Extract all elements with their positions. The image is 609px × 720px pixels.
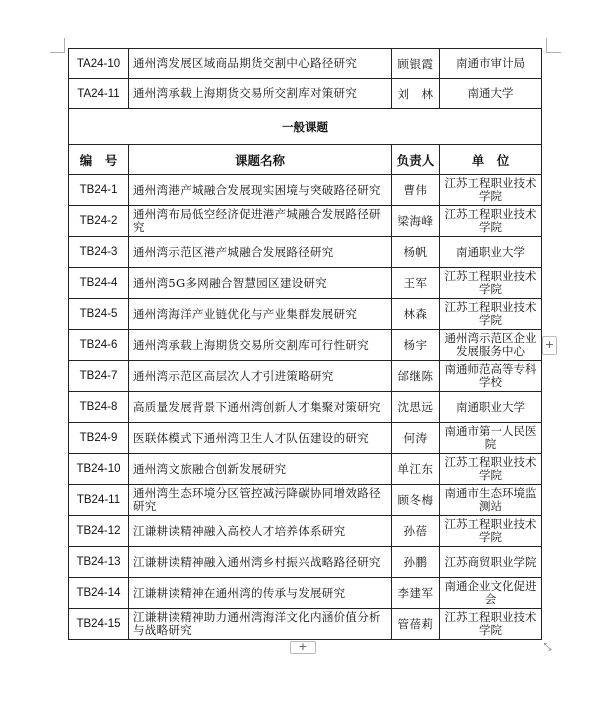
- table-row: [69, 485, 542, 516]
- table-row: [69, 330, 542, 361]
- project-leader: 曹伟: [392, 175, 440, 206]
- resize-handle-icon[interactable]: ⤡: [543, 642, 552, 653]
- project-title: 通州湾示范区港产城融合发展路径研究: [129, 237, 392, 268]
- section-title: 一般课题: [69, 109, 542, 145]
- project-title: 通州湾发展区域商品期货交割中心路径研究: [129, 49, 392, 79]
- project-unit: 江苏商贸职业学院: [440, 547, 542, 578]
- project-code: TB24-5: [69, 299, 129, 330]
- project-code: TB24-8: [69, 392, 129, 423]
- project-code: TB24-1: [69, 175, 129, 206]
- add-row-button[interactable]: +: [290, 641, 316, 654]
- table-row: [69, 175, 542, 206]
- project-title: 通州湾承载上海期货交易所交割库对策研究: [129, 79, 392, 109]
- project-leader: 孙鹏: [392, 547, 440, 578]
- project-code: TB24-11: [69, 485, 129, 516]
- project-code: TB24-7: [69, 361, 129, 392]
- project-title: 通州湾港产城融合发展现实困境与突破路径研究: [129, 175, 392, 206]
- page-corner-mark: [50, 38, 65, 53]
- project-leader: 顾银霞: [392, 49, 440, 79]
- table-row: [69, 49, 542, 79]
- project-title: 通州湾海洋产业链优化与产业集群发展研究: [129, 299, 392, 330]
- table-row: [69, 299, 542, 330]
- table-row: [69, 609, 542, 640]
- table-row: [69, 268, 542, 299]
- project-leader: 李建军: [392, 578, 440, 609]
- table-row: [69, 79, 542, 109]
- project-table: [68, 48, 542, 640]
- project-unit: 南通职业大学: [440, 237, 542, 268]
- table-row: [69, 206, 542, 237]
- project-leader: 孙蓓: [392, 516, 440, 547]
- project-code: TB24-10: [69, 454, 129, 485]
- project-unit: 南通市第一人民医院: [440, 423, 542, 454]
- project-leader: 刘 林: [392, 79, 440, 109]
- project-code: TA24-11: [69, 79, 129, 109]
- project-title: 医联体模式下通州湾卫生人才队伍建设的研究: [129, 423, 392, 454]
- project-unit: 江苏工程职业技术学院: [440, 175, 542, 206]
- project-code: TB24-6: [69, 330, 129, 361]
- project-title: 通州湾示范区高层次人才引进策略研究: [129, 361, 392, 392]
- project-unit: 南通市生态环境监测站: [440, 485, 542, 516]
- project-unit: 江苏工程职业技术学院: [440, 268, 542, 299]
- key-projects-tail: [69, 49, 542, 109]
- project-code: TB24-3: [69, 237, 129, 268]
- project-unit: 江苏工程职业技术学院: [440, 516, 542, 547]
- header-leader: 负责人: [392, 145, 440, 175]
- project-unit: 通州湾示范区企业发展服务中心: [440, 330, 542, 361]
- project-leader: 单江东: [392, 454, 440, 485]
- project-code: TB24-15: [69, 609, 129, 640]
- project-code: TA24-10: [69, 49, 129, 79]
- project-leader: 杨帆: [392, 237, 440, 268]
- project-unit: 江苏工程职业技术学院: [440, 299, 542, 330]
- project-code: TB24-9: [69, 423, 129, 454]
- project-code: TB24-13: [69, 547, 129, 578]
- header-code: 编 号: [69, 145, 129, 175]
- project-unit: 南通职业大学: [440, 392, 542, 423]
- project-leader: 梁海峰: [392, 206, 440, 237]
- table-row: [69, 516, 542, 547]
- table-row: [69, 578, 542, 609]
- project-leader: 顾冬梅: [392, 485, 440, 516]
- general-projects: [69, 175, 542, 640]
- project-unit: 江苏工程职业技术学院: [440, 609, 542, 640]
- table-row: [69, 237, 542, 268]
- project-unit: 南通市审计局: [440, 49, 542, 79]
- table-row: [69, 423, 542, 454]
- project-unit: 江苏工程职业技术学院: [440, 206, 542, 237]
- project-leader: 管蓓莉: [392, 609, 440, 640]
- project-code: TB24-14: [69, 578, 129, 609]
- project-title: 通州湾5G多网融合智慧园区建设研究: [129, 268, 392, 299]
- table-row: [69, 547, 542, 578]
- project-title: 高质量发展背景下通州湾创新人才集聚对策研究: [129, 392, 392, 423]
- project-title: 通州湾生态环境分区管控减污降碳协同增效路径研究: [129, 485, 392, 516]
- header-row: [69, 145, 542, 175]
- general-section: [69, 109, 542, 175]
- project-code: TB24-2: [69, 206, 129, 237]
- table-row: [69, 454, 542, 485]
- table-row: [69, 361, 542, 392]
- project-title: 江谦耕读精神融入通州湾乡村振兴战略路径研究: [129, 547, 392, 578]
- project-leader: 林森: [392, 299, 440, 330]
- add-column-button[interactable]: +: [542, 336, 557, 355]
- project-code: TB24-4: [69, 268, 129, 299]
- project-leader: 何涛: [392, 423, 440, 454]
- project-title: 江谦耕读精神助力通州湾海洋文化内涵价值分析与战略研究: [129, 609, 392, 640]
- project-title: 通州湾布局低空经济促进港产城融合发展路径研究: [129, 206, 392, 237]
- project-title: 通州湾承载上海期货交易所交割库可行性研究: [129, 330, 392, 361]
- project-leader: 杨宇: [392, 330, 440, 361]
- project-unit: 江苏工程职业技术学院: [440, 454, 542, 485]
- project-leader: 沈思远: [392, 392, 440, 423]
- project-unit: 南通企业文化促进会: [440, 578, 542, 609]
- page-corner-mark: [546, 38, 561, 53]
- project-title: 江谦耕读精神在通州湾的传承与发展研究: [129, 578, 392, 609]
- project-code: TB24-12: [69, 516, 129, 547]
- header-title: 课题名称: [129, 145, 392, 175]
- project-title: 江谦耕读精神融入高校人才培养体系研究: [129, 516, 392, 547]
- project-unit: 南通大学: [440, 79, 542, 109]
- header-unit: 单 位: [440, 145, 542, 175]
- project-leader: 王军: [392, 268, 440, 299]
- project-leader: 邰继陈: [392, 361, 440, 392]
- project-unit: 南通师范高等专科学校: [440, 361, 542, 392]
- project-title: 通州湾文旅融合创新发展研究: [129, 454, 392, 485]
- table-row: [69, 392, 542, 423]
